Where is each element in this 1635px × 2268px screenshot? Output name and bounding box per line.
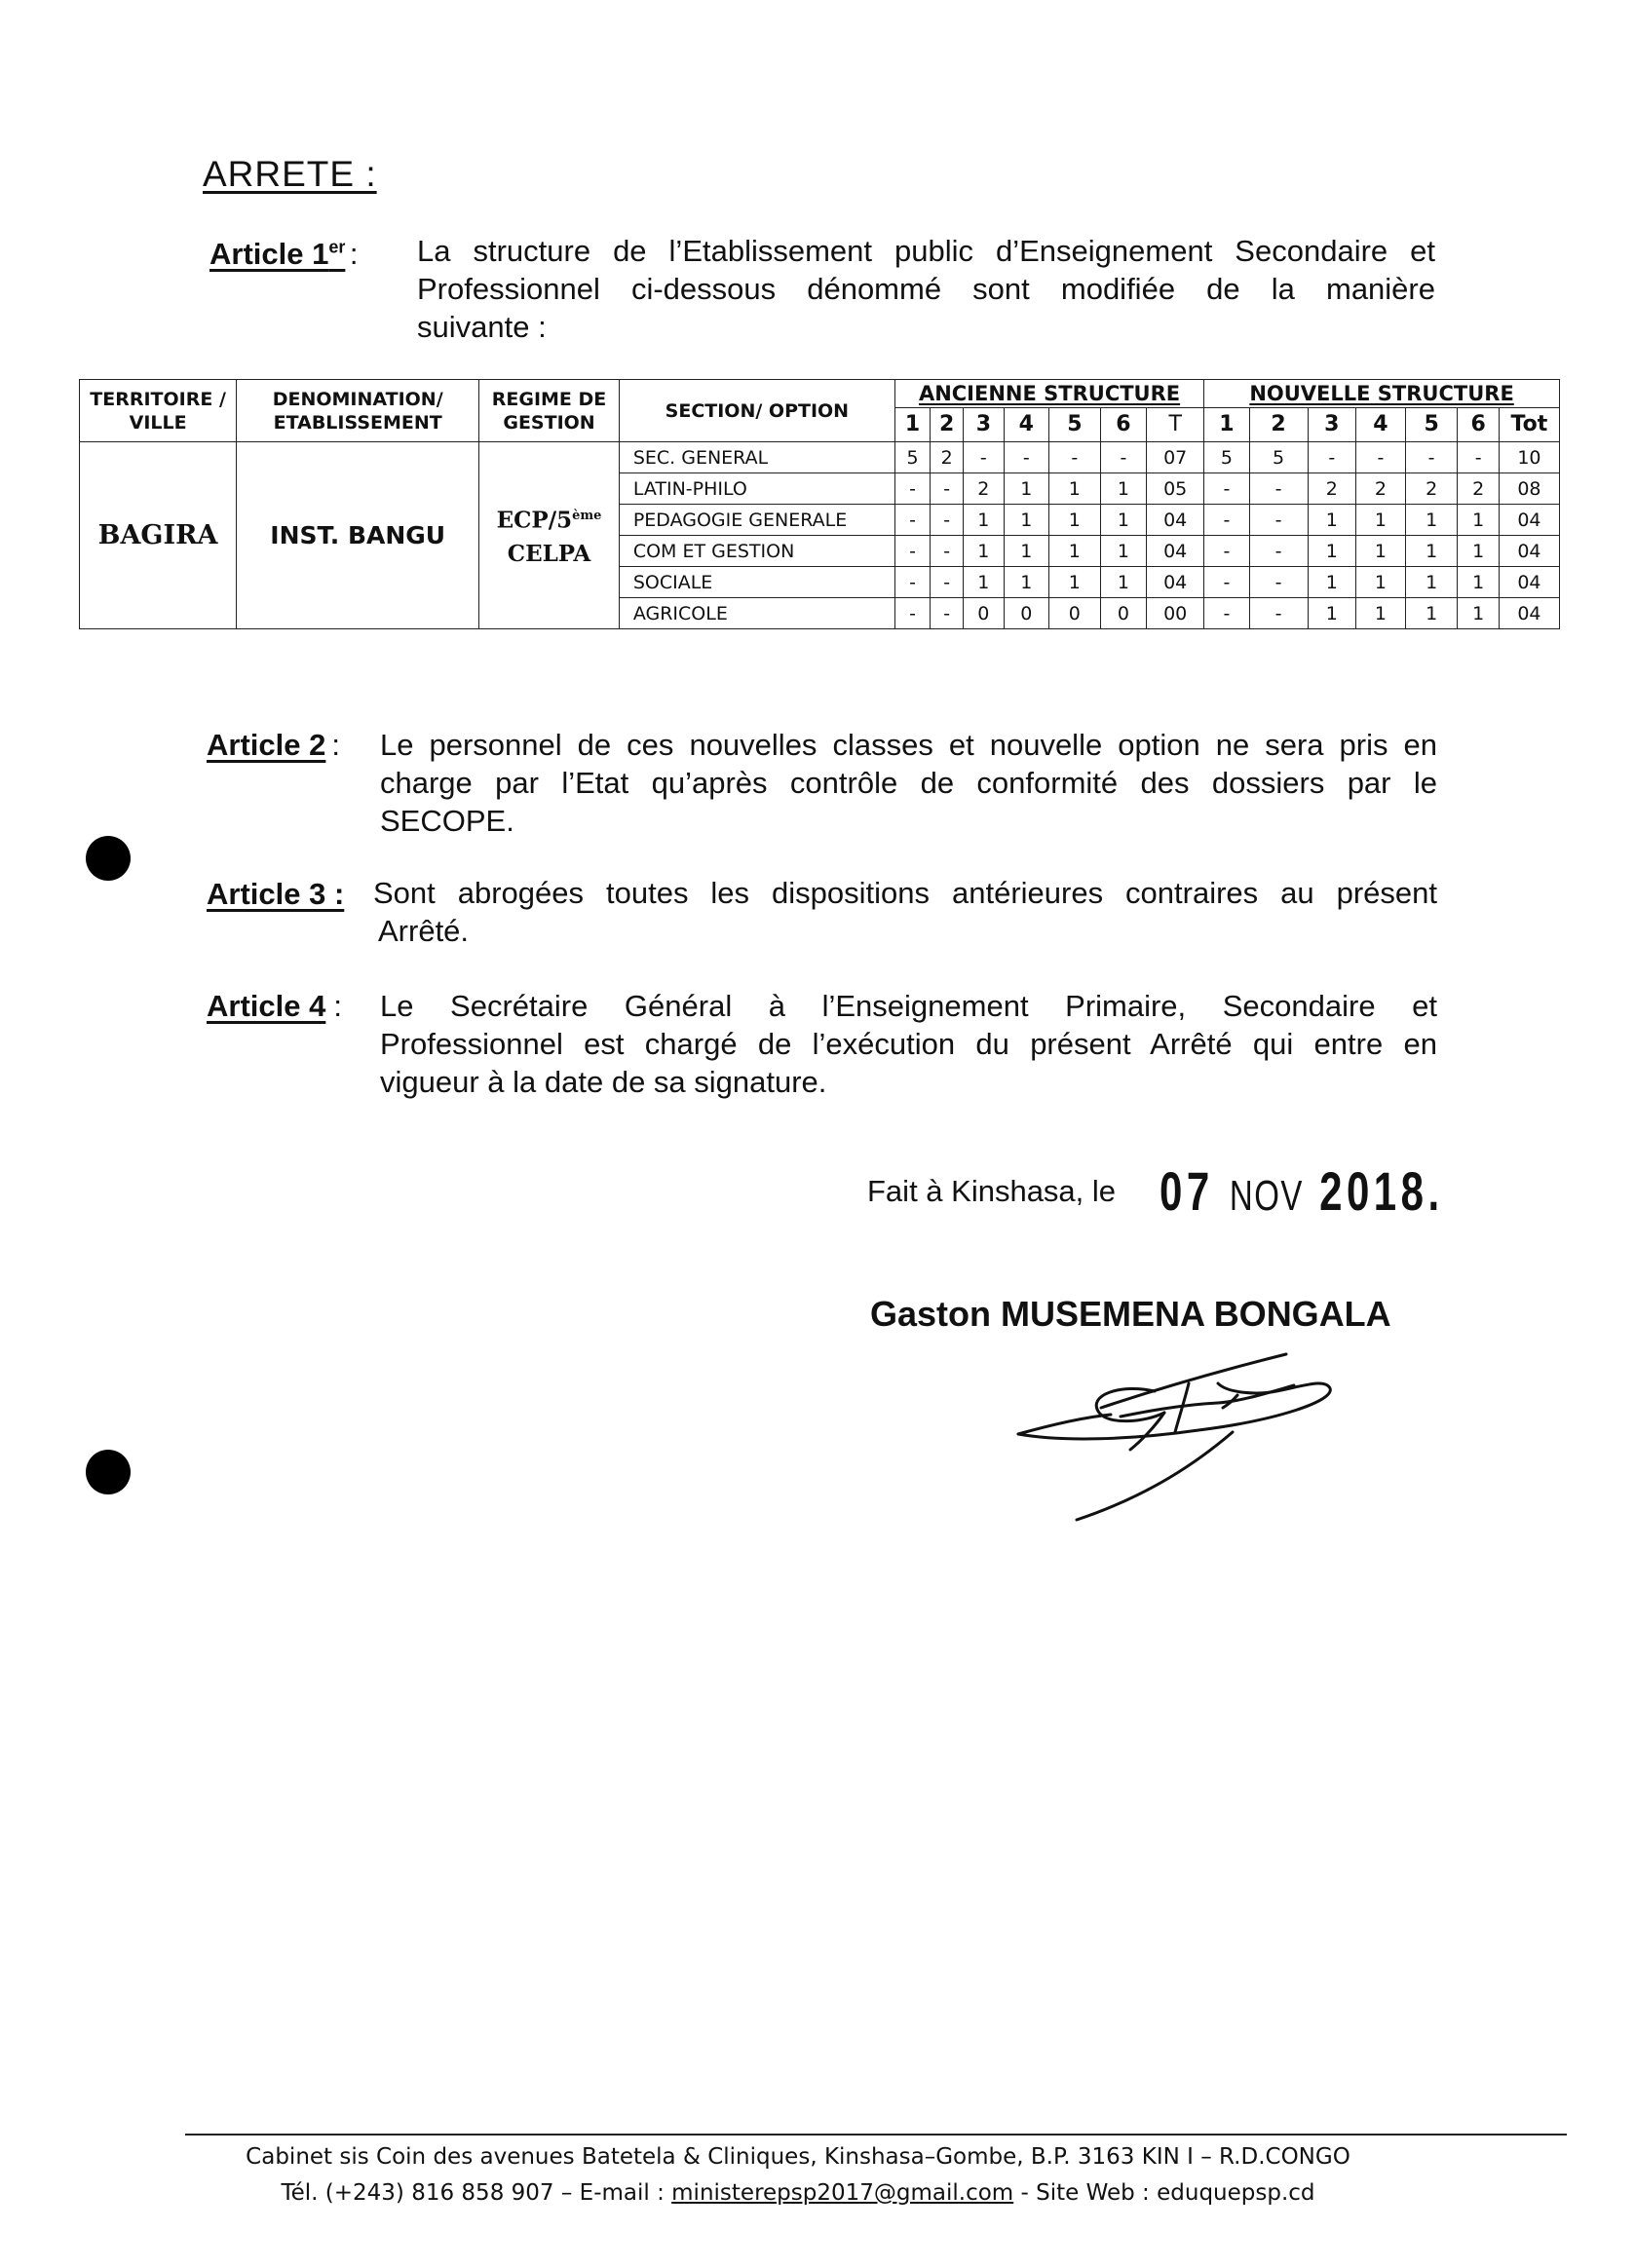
ancienne-value-cell: 00: [1147, 598, 1204, 629]
col-header: 2: [1249, 408, 1308, 442]
option-cell: COM ET GESTION: [619, 536, 894, 567]
col-header: 5: [1049, 408, 1101, 442]
ancienne-value-cell: 1: [1049, 473, 1101, 505]
ancienne-value-cell: 1: [1100, 505, 1147, 536]
denomination-cell: INST. BANGU: [237, 442, 479, 629]
ancienne-value-cell: -: [894, 505, 930, 536]
nouvelle-value-cell: 1: [1356, 567, 1406, 598]
ancienne-value-cell: 1: [1100, 536, 1147, 567]
ancienne-value-cell: -: [964, 442, 1004, 473]
ancienne-value-cell: 1: [1004, 536, 1048, 567]
nouvelle-value-cell: 1: [1308, 598, 1356, 629]
nouvelle-value-cell: 1: [1356, 505, 1406, 536]
ancienne-value-cell: 1: [1100, 567, 1147, 598]
footer-address: Cabinet sis Coin des avenues Batetela & Cliniques, Kinshasa–Gombe, B.P. 3163 KIN I – R.D.CONGO: [246, 2144, 1350, 2170]
col-header: 2: [931, 408, 964, 442]
nouvelle-value-cell: 1: [1458, 536, 1499, 567]
ancienne-value-cell: 04: [1147, 505, 1204, 536]
col-header: T: [1147, 408, 1204, 442]
nouvelle-value-cell: 1: [1405, 598, 1458, 629]
header-territoire: TERRITOIRE / VILLE: [80, 380, 237, 442]
nouvelle-value-cell: 2: [1458, 473, 1499, 505]
article-1-label: Article 1er :: [209, 237, 359, 271]
signatory-name: Gaston MUSEMENA BONGALA: [870, 1294, 1391, 1334]
ancienne-value-cell: -: [894, 567, 930, 598]
ancienne-value-cell: -: [1049, 442, 1101, 473]
nouvelle-value-cell: 2: [1405, 473, 1458, 505]
nouvelle-value-cell: -: [1308, 442, 1356, 473]
ancienne-value-cell: -: [931, 473, 964, 505]
ancienne-value-cell: -: [894, 536, 930, 567]
article-4-label: Article 4 :: [207, 989, 342, 1023]
ancienne-value-cell: 1: [1004, 567, 1048, 598]
date-stamp: 07 NOV 2018.: [1160, 1160, 1444, 1222]
ancienne-value-cell: 2: [931, 442, 964, 473]
nouvelle-value-cell: 10: [1499, 442, 1559, 473]
nouvelle-value-cell: 04: [1499, 536, 1559, 567]
ancienne-value-cell: -: [894, 473, 930, 505]
ancienne-value-cell: 5: [894, 442, 930, 473]
nouvelle-value-cell: 1: [1458, 598, 1499, 629]
nouvelle-value-cell: -: [1204, 567, 1249, 598]
nouvelle-value-cell: 1: [1405, 536, 1458, 567]
ancienne-value-cell: 07: [1147, 442, 1204, 473]
nouvelle-value-cell: -: [1249, 598, 1308, 629]
col-header: 5: [1405, 408, 1458, 442]
ancienne-value-cell: 1: [1100, 473, 1147, 505]
ancienne-value-cell: -: [894, 598, 930, 629]
ancienne-value-cell: 0: [964, 598, 1004, 629]
col-header: 4: [1004, 408, 1048, 442]
nouvelle-value-cell: -: [1249, 567, 1308, 598]
punch-hole: [86, 836, 131, 881]
ancienne-value-cell: 1: [1049, 536, 1101, 567]
nouvelle-value-cell: -: [1458, 442, 1499, 473]
header-denomination: DENOMINATION/ ETABLISSEMENT: [237, 380, 479, 442]
article-3-label: Article 3 :: [207, 877, 345, 911]
option-cell: SEC. GENERAL: [619, 442, 894, 473]
col-header: 3: [1308, 408, 1356, 442]
nouvelle-value-cell: 1: [1308, 505, 1356, 536]
ancienne-value-cell: -: [931, 536, 964, 567]
nouvelle-value-cell: 1: [1458, 567, 1499, 598]
article-4-text: Le Secrétaire Général à l’Enseignement Primaire, Secondaire et Professionnel est chargé de l’exécution du présent Arrêté qui entre en vigueur à la date de sa signature.: [380, 989, 1437, 1099]
col-header: 6: [1458, 408, 1499, 442]
ancienne-value-cell: -: [931, 598, 964, 629]
article-1-text: La structure de l’Etablissement public d’Enseignement Secondaire et Professionnel ci-dessous dénommé sont modifiée de la manière suivante :: [417, 234, 1435, 344]
structure-table: [79, 379, 1560, 629]
nouvelle-value-cell: 1: [1405, 567, 1458, 598]
nouvelle-value-cell: 1: [1308, 567, 1356, 598]
col-header: 4: [1356, 408, 1406, 442]
nouvelle-value-cell: -: [1249, 536, 1308, 567]
header-regime: REGIME DE GESTION: [479, 380, 620, 442]
col-header: 1: [894, 408, 930, 442]
col-header: Tot: [1499, 408, 1559, 442]
handwritten-signature: [984, 1335, 1374, 1549]
col-header: 3: [964, 408, 1004, 442]
place-and-date-label: Fait à Kinshasa, le: [867, 1174, 1117, 1208]
territoire-cell: BAGIRA: [80, 442, 237, 629]
ancienne-value-cell: 1: [1049, 567, 1101, 598]
option-cell: SOCIALE: [619, 567, 894, 598]
nouvelle-value-cell: -: [1204, 473, 1249, 505]
col-header: 6: [1100, 408, 1147, 442]
header-ancienne-structure: ANCIENNE STRUCTURE: [894, 380, 1203, 408]
nouvelle-value-cell: 1: [1405, 505, 1458, 536]
nouvelle-value-cell: 04: [1499, 567, 1559, 598]
nouvelle-value-cell: 04: [1499, 505, 1559, 536]
ancienne-value-cell: 04: [1147, 536, 1204, 567]
article-2-label: Article 2 :: [207, 728, 340, 762]
nouvelle-value-cell: 5: [1249, 442, 1308, 473]
col-header: 1: [1204, 408, 1249, 442]
ancienne-value-cell: -: [931, 505, 964, 536]
nouvelle-value-cell: 1: [1458, 505, 1499, 536]
ancienne-value-cell: 05: [1147, 473, 1204, 505]
ancienne-value-cell: -: [931, 567, 964, 598]
ancienne-value-cell: 1: [1049, 505, 1101, 536]
nouvelle-value-cell: 04: [1499, 598, 1559, 629]
ancienne-value-cell: 1: [1004, 473, 1048, 505]
ancienne-value-cell: 0: [1004, 598, 1048, 629]
nouvelle-value-cell: -: [1204, 536, 1249, 567]
nouvelle-value-cell: -: [1356, 442, 1406, 473]
punch-hole: [86, 1450, 131, 1494]
ancienne-value-cell: 2: [964, 473, 1004, 505]
nouvelle-value-cell: 2: [1308, 473, 1356, 505]
ancienne-value-cell: 1: [964, 536, 1004, 567]
nouvelle-value-cell: 08: [1499, 473, 1559, 505]
nouvelle-value-cell: 5: [1204, 442, 1249, 473]
ancienne-value-cell: -: [1100, 442, 1147, 473]
table-row: [80, 442, 1560, 473]
ancienne-value-cell: 1: [1004, 505, 1048, 536]
nouvelle-value-cell: -: [1204, 505, 1249, 536]
regime-cell: ECP/5ème CELPA: [479, 442, 620, 629]
footer-contact: Tél. (+243) 816 858 907 – E-mail : ministerepsp2017@gmail.com - Site Web : eduquepsp.cd: [281, 2180, 1315, 2206]
header-section: SECTION/ OPTION: [619, 380, 894, 442]
option-cell: PEDAGOGIE GENERALE: [619, 505, 894, 536]
article-2-text: Le personnel de ces nouvelles classes et nouvelle option ne sera pris en charge par l’Etat qu’après contrôle de conformité des dossiers par le SECOPE.: [380, 728, 1437, 838]
ancienne-value-cell: 0: [1049, 598, 1101, 629]
article-3-text: Sont abrogées toutes les dispositions antérieures contraires au présent Arrêté.: [373, 876, 1437, 948]
ancienne-value-cell: 0: [1100, 598, 1147, 629]
option-cell: AGRICOLE: [619, 598, 894, 629]
footer-email-link[interactable]: ministerepsp2017@gmail.com: [671, 2180, 1014, 2206]
ancienne-value-cell: 1: [964, 567, 1004, 598]
nouvelle-value-cell: -: [1204, 598, 1249, 629]
nouvelle-value-cell: -: [1405, 442, 1458, 473]
ancienne-value-cell: 1: [964, 505, 1004, 536]
nouvelle-value-cell: 1: [1356, 536, 1406, 567]
ancienne-value-cell: -: [1004, 442, 1048, 473]
nouvelle-value-cell: 1: [1308, 536, 1356, 567]
option-cell: LATIN-PHILO: [619, 473, 894, 505]
header-nouvelle-structure: NOUVELLE STRUCTURE: [1204, 380, 1560, 408]
nouvelle-value-cell: -: [1249, 505, 1308, 536]
footer-divider: [185, 2134, 1567, 2136]
nouvelle-value-cell: 1: [1356, 598, 1406, 629]
nouvelle-value-cell: -: [1249, 473, 1308, 505]
ancienne-value-cell: 04: [1147, 567, 1204, 598]
page-title: ARRETE :: [203, 154, 377, 194]
nouvelle-value-cell: 2: [1356, 473, 1406, 505]
